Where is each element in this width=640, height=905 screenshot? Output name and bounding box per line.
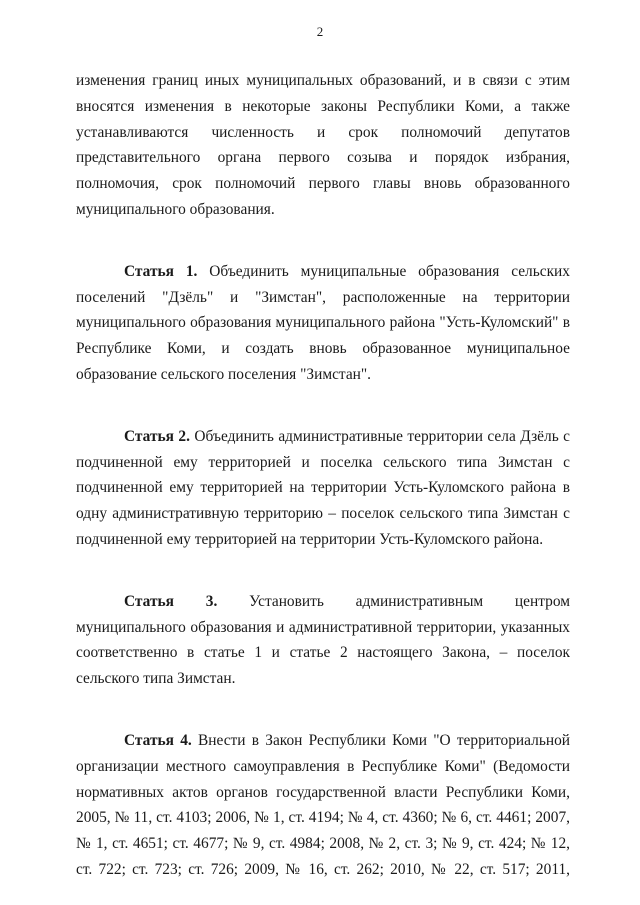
page-number: 2	[316, 24, 324, 39]
article-3-paragraph	[76, 589, 570, 692]
article-3-text: Установить административным центром муниципального образования и административной территории, указанных соответственно в статье 1 и статье 2 настоящего Закона, – поселок сельского типа Зимстан.	[76, 592, 570, 688]
article-3-label: Статья 3.	[124, 592, 218, 610]
article-1-text: Объединить муниципальные образования сельских поселений "Дзёль" и "Зимстан", расположенные на территории муниципального образования муниципального района "Усть-Куломский" в Республике Коми, и создать вновь образованное муниципальное образование сельского поселения "Зимстан".	[76, 262, 570, 383]
intro-paragraph: изменения границ иных муниципальных образований, и в связи с этим вносятся изменения в некоторые законы Республики Коми, а также устанавливаются численность и срок полномочий депутатов представительного органа первого созыва и порядок избрания, полномочия, срок полномочий первого главы вновь образованного муниципального образования.	[76, 72, 570, 218]
article-2-paragraph	[76, 424, 570, 553]
article-4-label: Статья 4.	[124, 731, 192, 749]
article-4-text: Внести в Закон Республики Коми "О территориальной организации местного самоуправления в Республике Коми" (Ведомости нормативных актов органов государственной власти Республики Коми, 2005, № 11, ст. 4103; 2006, № 1, ст. 4194; № 4, ст. 4360; № 6, ст. 4461; 2007, № 1, ст. 4651; ст. 4677; № 9, ст. 4984; 2008, № 2, ст. 3; № 9, ст. 424; № 12, ст. 722; ст. 723; ст. 726; 2009, № 16, ст. 262; 2010, № 22, ст. 517; 2011,	[76, 731, 571, 878]
article-1-label: Статья 1.	[124, 262, 198, 280]
article-1-paragraph	[76, 259, 570, 388]
document-body	[76, 68, 570, 883]
article-2-text: Объединить административные территории села Дзёль с подчиненной ему территорией и поселка сельского типа Зимстан с подчиненной ему территорией на территории Усть-Куломского района в одну административную территорию – поселок сельского типа Зимстан с подчиненной ему территорией на территории Усть-Куломского района.	[76, 427, 570, 548]
article-2-label: Статья 2.	[124, 427, 190, 445]
article-4-paragraph	[76, 728, 570, 883]
